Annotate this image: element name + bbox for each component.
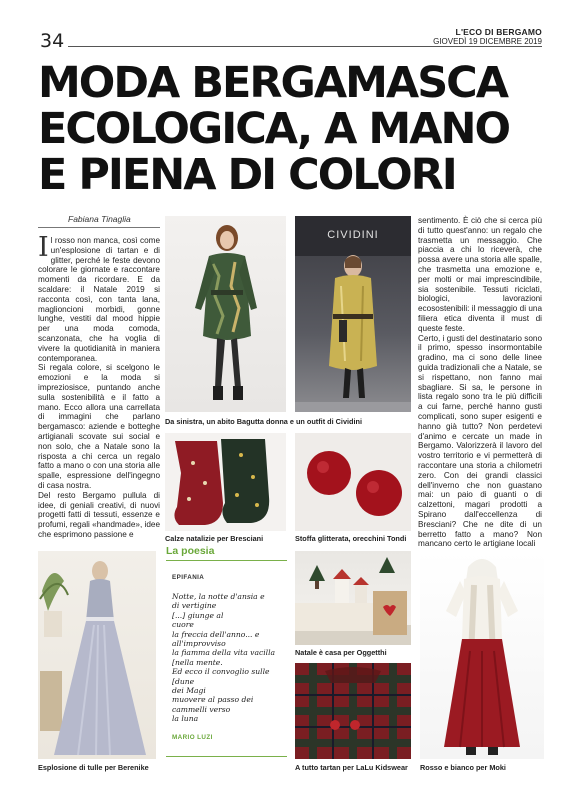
- headline-line-3: E PIENA DI COLORI: [38, 150, 456, 200]
- caption-dresses: Da sinistra, un abito Bagutta donna e un outfit di Cividini: [165, 417, 363, 426]
- poesia-section-title: La poesia: [166, 545, 215, 557]
- poem-line: all'improvviso: [172, 639, 226, 649]
- masthead: [433, 28, 542, 46]
- page-number: 34: [40, 30, 65, 52]
- earrings-illustration: [295, 433, 411, 531]
- paragraph-5: Certo, i gusti del destinatario sono il primo, spesso insormontabile gradino, ma ci sono delle linee guida tradizionali che a Natale, se si rispettano, non fanno mai sbagliare. Si sa, le persone in lista regalo sono tra le più difficili a cui farne, perché hanno gusti complicati, sono super esigenti e hanno già tutto? Non perdetevi d'animo e cercate un made in Bergamo. Valorizzerà il lavoro del vostro territorio e vi permetterà di raccontare una storia a chilometri zero. Con dei grandi classici dell'inverno che non guastano mai: un paio di guanti o di calzettoni, magari prodotti a Spirano dall'eccellenza di Bresciani? Che ne dite di un berretto fatto a mano? Non mancano certo le artigiane locali: [418, 333, 542, 549]
- issue-date: GIOVEDÌ 19 DICEMBRE 2019: [433, 37, 542, 46]
- caption-tartan: A tutto tartan per LaLu Kidswear: [295, 763, 408, 772]
- photo-bagutta-dress: [165, 216, 286, 412]
- headline-line-1: MODA BERGAMASCA: [38, 58, 507, 108]
- article-column-3: [418, 216, 542, 549]
- paragraph-2: Si regala colore, si scelgono le emozioni e la moda si impreziosisce, puntando anche sulla sostenibilità e il fatto a mano. Ecco allora una carrellata di immagini che parlano bergamasco: aziende e botteghe artigianali scovate sui social e non solo, che a Natale sono la risposta a chi cerca un regalo fatto a mano o con una storia alle spalle, espressione dell'ingegno di casa nostra.: [38, 363, 160, 490]
- cividini-sign: CIVIDINI: [327, 229, 379, 241]
- newspaper-name: L'ECO DI BERGAMO: [455, 27, 542, 37]
- paragraph-1-text: l rosso non manca, così come un'esplosione di tartan e di glitter, perché le feste devono colorare le giornate e raccontare momenti da ricordare. E da scaldare: il Natale 2019 si racconta così, con tanta lana, maglioncioni morbidi, gonne lunghe, vestiti dal mood hippie per una moda comoda, scanzonata, che ha voglia di vivere la quotidianità in maniera contemporanea.: [38, 236, 160, 363]
- headline-line-2: ECOLOGICA, A MANO: [38, 104, 509, 154]
- poesia-bottom-rule: [166, 756, 287, 757]
- photo-bresciani-socks: [165, 433, 286, 531]
- poem-line: [dune: [172, 676, 195, 686]
- paragraph-4: sentimento. È ciò che si cerca più di tutto quest'anno: un regalo che trasmetta un messaggio. Che piaccia a chi lo riceverà, che possa avere una storia alle spalle, che trasmetta una emozione e, per molti or mai imprescindibile, sia sostenibile. Tessuti riciclati, biologici, lavorazioni ecosostenibili: il messaggio di una filiera etica diventa il must di queste feste.: [418, 216, 542, 333]
- article-headline: [38, 60, 548, 198]
- tulle-gown-illustration: [38, 551, 156, 759]
- tartan-illustration: [295, 663, 411, 759]
- byline: Fabiana Tinaglia: [68, 214, 131, 224]
- poem-line: cuore: [172, 620, 194, 630]
- photo-berenike-gown: [38, 551, 156, 759]
- poem-line: [...] giunge al: [172, 610, 224, 620]
- header-rule: [68, 46, 542, 47]
- paragraph-1: [38, 232, 160, 363]
- poem-line: muovere al passo dei: [172, 695, 254, 705]
- poem-line: [nella mente.: [172, 657, 223, 667]
- poem-line: di vertigine: [172, 601, 217, 611]
- moki-outfit-illustration: [420, 551, 544, 759]
- caption-moki: Rosso e bianco per Moki: [420, 763, 506, 772]
- photo-oggetthi-houses: [295, 551, 411, 645]
- caption-earrings: Stoffa glitterata, orecchini Tondi: [295, 534, 407, 543]
- poem-line: la luna: [172, 714, 199, 724]
- socks-illustration: [165, 433, 286, 531]
- byline-rule: [38, 227, 160, 228]
- photo-lalu-tartan: [295, 663, 411, 759]
- photo-tondi-earrings: [295, 433, 411, 531]
- poem-line: Ed ecco il convoglio sulle: [172, 667, 270, 677]
- poem-line: cammelli verso: [172, 704, 231, 714]
- cividini-outfit-illustration: [295, 216, 411, 412]
- photo-cividini-outfit: [295, 216, 411, 412]
- poet-name: MARIO LUZI: [172, 734, 213, 741]
- bagutta-dress-illustration: [165, 216, 286, 412]
- poem-title: EPIFANIA: [172, 574, 205, 581]
- houses-illustration: [295, 551, 411, 645]
- poem-line: dei Magi: [172, 686, 206, 696]
- dropcap: I: [38, 232, 49, 263]
- poem-line: Notte, la notte d'ansia e: [172, 592, 265, 601]
- caption-houses: Natale è casa per Oggetthi: [295, 648, 387, 657]
- caption-gown: Esplosione di tulle per Berenike: [38, 763, 149, 772]
- poesia-top-rule: [166, 560, 287, 561]
- paragraph-3: Del resto Bergamo pullula di idee, di geniali creativi, di nuovi progetti fatti di tessuti, essenze e profumi, regali «handmade», idee che esprimono passione e: [38, 490, 160, 539]
- photo-moki-outfit: [420, 551, 544, 759]
- caption-socks: Calze natalizie per Bresciani: [165, 534, 264, 543]
- poem-line: la fiamma della vita vacilla: [172, 648, 276, 658]
- poem-text: [172, 592, 284, 724]
- article-column-1: [38, 232, 160, 540]
- poem-line: la freccia dell'anno... e: [172, 629, 260, 639]
